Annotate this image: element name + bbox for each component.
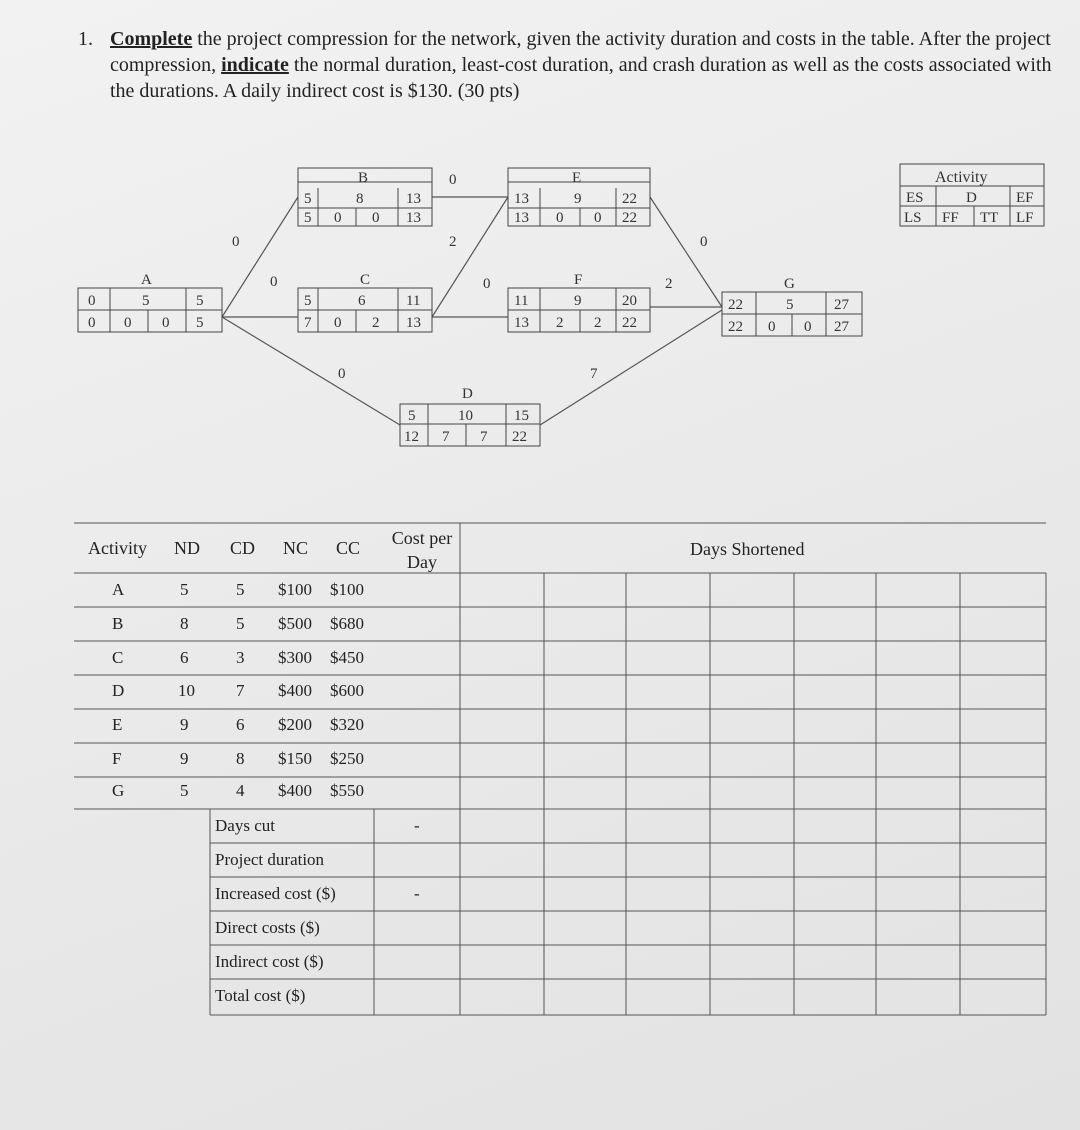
legend-es: ES [906,190,924,206]
row-b-activity: B [112,614,124,633]
node-e-ff: 0 [556,210,564,226]
question-body [110,26,1060,104]
network-diagram [0,150,1080,450]
node-c-lf: 13 [406,315,421,331]
row-f-cd: 8 [236,749,245,768]
row-f-nd: 9 [180,749,189,768]
link-label-e-g: 0 [700,234,708,250]
row-a-nc: $100 [278,580,312,599]
node-b-ls: 5 [304,210,312,226]
link-label-f-g: 2 [665,276,673,292]
node-f-ff: 2 [556,315,564,331]
row-e-activity: E [112,715,123,734]
node-d-d: 10 [458,408,473,424]
row-c-cc: $450 [330,648,364,667]
header-cd: CD [230,538,256,558]
node-f-lf: 22 [622,315,637,331]
node-d-ef: 15 [514,408,529,424]
node-d-ff: 7 [442,429,450,445]
node-a-ls: 0 [88,315,96,331]
row-e-cd: 6 [236,715,245,734]
link-a-b [222,197,298,317]
row-d-cd: 7 [236,681,245,700]
row-e-nc: $200 [278,715,312,734]
summary-project-duration-label: Project duration [215,850,325,869]
row-b-cd: 5 [236,614,245,633]
node-g-d: 5 [786,297,794,313]
row-e-nd: 9 [180,715,189,734]
node-e-ls: 13 [514,210,529,226]
node-g-es: 22 [728,297,743,313]
node-g-ef: 27 [834,297,849,313]
row-d-nd: 10 [178,681,195,700]
node-e-ef: 22 [622,191,637,207]
header-days-shortened: Days Shortened [690,539,805,559]
question-text-part2: the normal duration, least-cost duration, and crash duration as well as the costs associated with the durations. A daily indirect cost is $130. (30 pts) [110,54,1052,102]
node-c-ls: 7 [304,315,312,331]
node-d-ls: 12 [404,429,419,445]
node-d-lf: 22 [512,429,527,445]
node-b-ff: 0 [334,210,342,226]
node-a-ef: 5 [196,293,204,309]
legend-lf: LF [1016,210,1034,226]
link-label-c-e: 2 [449,234,457,250]
summary-total-cost-label: Total cost ($) [215,986,306,1005]
link-e-g [650,197,722,307]
header-activity: Activity [88,538,147,558]
node-b-id: B [358,170,369,186]
node-a-id: A [141,272,152,288]
node-f-ls: 13 [514,315,529,331]
row-f-nc: $150 [278,749,312,768]
link-label-c-f: 0 [483,276,491,292]
row-a-cd: 5 [236,580,245,599]
row-f-cc: $250 [330,749,364,768]
row-c-nc: $300 [278,648,312,667]
row-a-activity: A [112,580,125,599]
row-c-nd: 6 [180,648,189,667]
node-f-id: F [574,272,583,288]
header-nd: ND [174,538,200,558]
row-d-cc: $600 [330,681,364,700]
legend-ef: EF [1016,190,1034,206]
node-f-tt: 2 [594,315,602,331]
node-b-ef: 13 [406,191,421,207]
header-cost-per-day: Cost per Day [391,528,453,572]
summary-indirect-cost-label: Indirect cost ($) [215,952,324,971]
link-label-d-g: 7 [590,366,598,382]
legend-ff: FF [942,210,959,226]
node-b-es: 5 [304,191,312,207]
header-nc: NC [283,538,309,558]
row-d-activity: D [112,681,125,700]
node-a-es: 0 [88,293,96,309]
node-e-d: 9 [574,191,582,207]
node-g-ls: 22 [728,319,743,335]
node-d-id: D [462,386,473,402]
node-e-tt: 0 [594,210,602,226]
node-e-lf: 22 [622,210,637,226]
row-g-activity: G [112,781,125,800]
legend-tt: TT [980,210,999,226]
node-c-es: 5 [304,293,312,309]
node-a-lf: 5 [196,315,204,331]
node-e-id: E [572,170,582,186]
node-g-ff: 0 [768,319,776,335]
header-cc: CC [336,538,361,558]
node-g-tt: 0 [804,319,812,335]
link-c-e [432,197,508,317]
summary-days-cut-value: - [414,816,420,835]
node-c-id: C [360,272,371,288]
row-g-cd: 4 [236,781,245,800]
question-text-part1: the project compression for the network, given the activity duration and costs in the table. After the project compression, [110,28,1051,76]
node-d-tt: 7 [480,429,488,445]
node-f-ef: 20 [622,293,637,309]
link-label-b-e: 0 [449,172,457,188]
node-a-ff: 0 [124,315,132,331]
node-b-tt: 0 [372,210,380,226]
legend-ls: LS [904,210,922,226]
row-c-activity: C [112,648,124,667]
link-label-a-d: 0 [338,366,346,382]
legend-d: D [966,190,977,206]
node-c-ef: 11 [406,293,421,309]
row-c-cd: 3 [236,648,245,667]
link-label-a-c: 0 [270,274,278,290]
row-e-cc: $320 [330,715,364,734]
node-c-ff: 0 [334,315,342,331]
keyword-indicate: indicate [221,54,289,76]
cost-table-grid [0,515,1080,1025]
row-b-nc: $500 [278,614,312,633]
row-d-nc: $400 [278,681,312,700]
question-number: 1. [78,28,93,50]
node-f-es: 11 [514,293,529,309]
node-b-d: 8 [356,191,364,207]
row-a-cc: $100 [330,580,364,599]
link-a-d [222,317,400,425]
row-g-cc: $550 [330,781,364,800]
node-c-d: 6 [358,293,366,309]
node-g-id: G [784,276,795,292]
node-c-tt: 2 [372,315,380,331]
summary-direct-costs-label: Direct costs ($) [215,918,320,937]
row-b-cc: $680 [330,614,364,633]
row-f-activity: F [112,749,122,768]
node-a-tt: 0 [162,315,170,331]
node-f-d: 9 [574,293,582,309]
keyword-complete: Complete [110,28,193,50]
node-g-lf: 27 [834,319,849,335]
node-d-es: 5 [408,408,416,424]
row-a-nd: 5 [180,580,189,599]
row-b-nd: 8 [180,614,189,633]
summary-days-cut-label: Days cut [215,816,275,835]
node-b-lf: 13 [406,210,421,226]
node-a-d: 5 [142,293,150,309]
legend-title: Activity [935,169,988,186]
row-g-nd: 5 [180,781,189,800]
link-label-a-b: 0 [232,234,240,250]
summary-increased-cost-value: - [414,884,420,903]
row-g-nc: $400 [278,781,312,800]
summary-increased-cost-label: Increased cost ($) [215,884,336,903]
node-e-es: 13 [514,191,529,207]
